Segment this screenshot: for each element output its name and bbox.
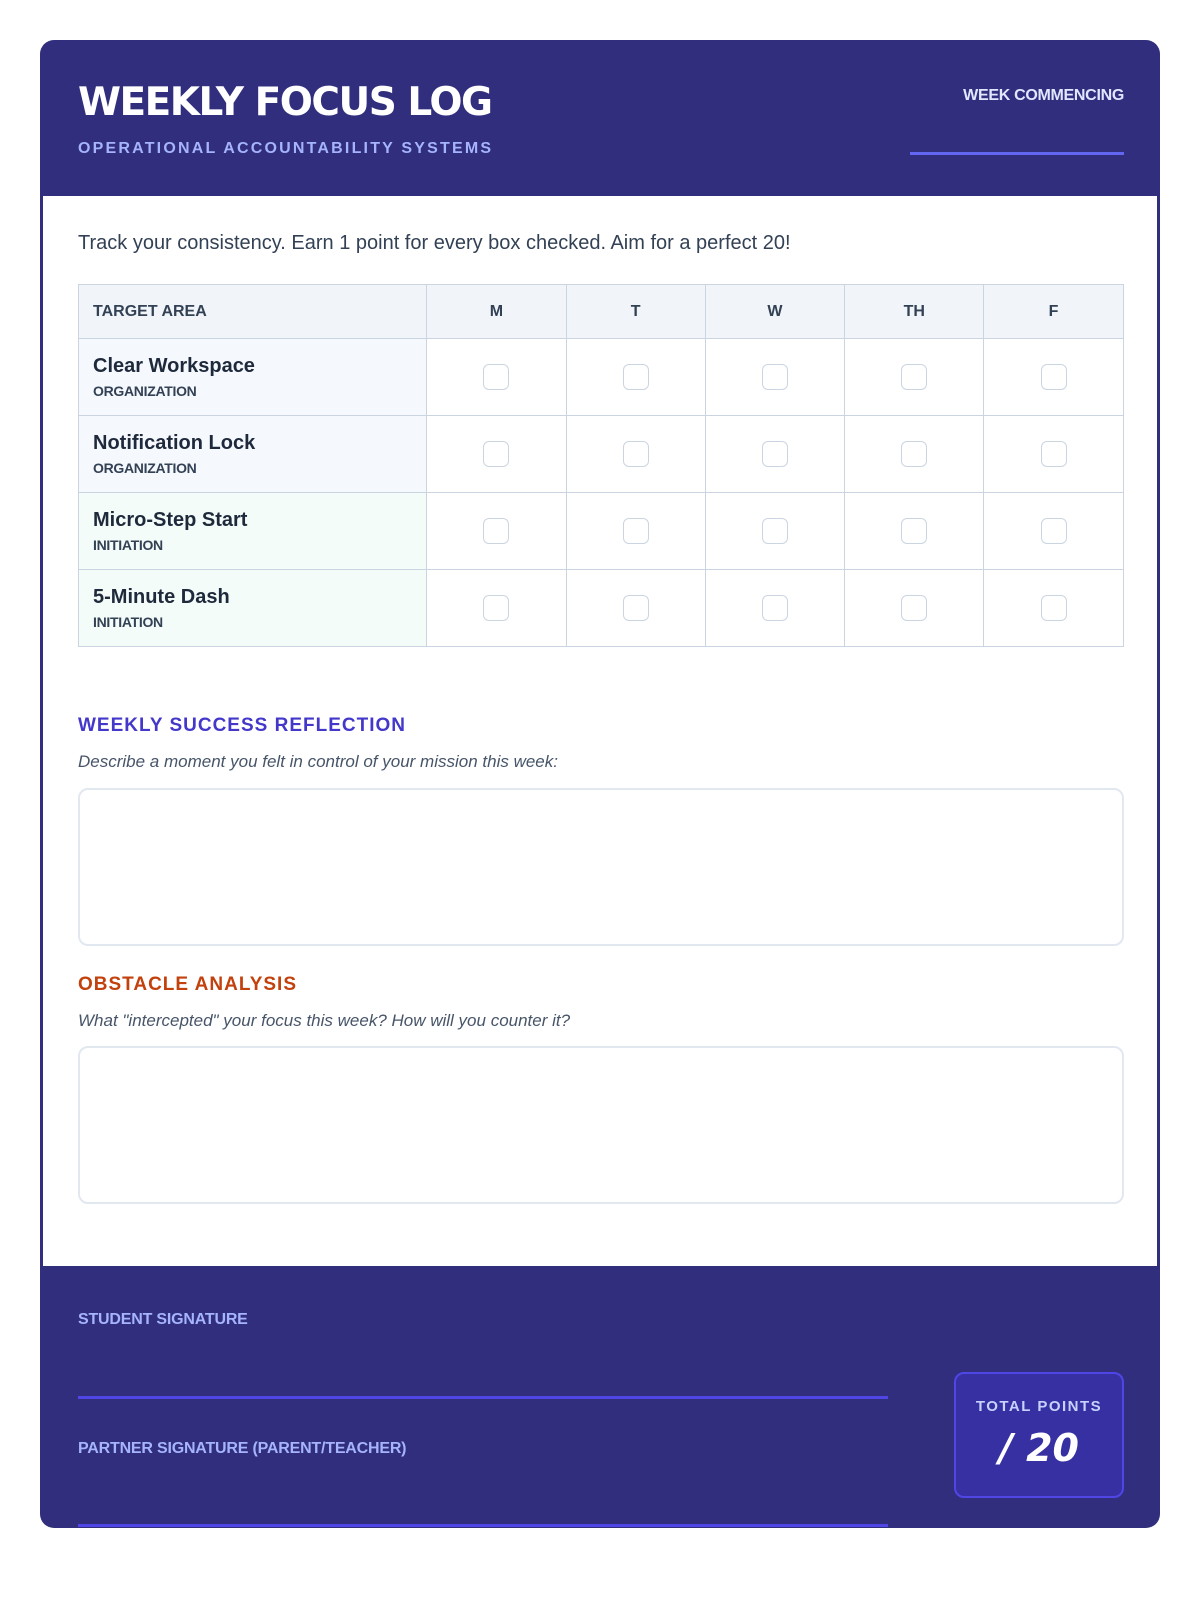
checkbox-monday[interactable] — [483, 518, 509, 544]
day-cell — [845, 570, 984, 647]
day-cell — [984, 416, 1124, 493]
column-header: M — [426, 285, 566, 339]
target-area-name: 5-Minute Dash — [93, 586, 230, 608]
checkbox-wednesday[interactable] — [762, 364, 788, 390]
day-cell — [566, 416, 705, 493]
column-header: TARGET AREA — [79, 285, 427, 339]
target-area-cell — [79, 570, 427, 647]
week-commencing-label: WEEK COMMENCING — [963, 87, 1124, 104]
day-cell — [566, 570, 705, 647]
target-area-category: ORGANIZATION — [93, 383, 197, 399]
student-signature-field[interactable] — [78, 1396, 888, 1399]
checkbox-friday[interactable] — [1041, 441, 1067, 467]
checkbox-thursday[interactable] — [901, 595, 927, 621]
target-area-name: Notification Lock — [93, 432, 256, 454]
checkbox-thursday[interactable] — [901, 518, 927, 544]
checkbox-thursday[interactable] — [901, 441, 927, 467]
checkbox-tuesday[interactable] — [623, 441, 649, 467]
day-cell — [426, 339, 566, 416]
total-points-value: / 20 — [999, 1426, 1079, 1470]
target-area-category: INITIATION — [93, 614, 163, 630]
day-cell — [845, 416, 984, 493]
target-area-cell — [79, 416, 427, 493]
table-row — [79, 416, 1124, 493]
habit-tracker-table — [78, 284, 1124, 647]
checkbox-tuesday[interactable] — [623, 518, 649, 544]
day-cell — [705, 339, 845, 416]
day-cell — [566, 339, 705, 416]
checkbox-friday[interactable] — [1041, 364, 1067, 390]
column-header: T — [566, 285, 705, 339]
day-cell — [705, 416, 845, 493]
checkbox-wednesday[interactable] — [762, 441, 788, 467]
target-area-name: Clear Workspace — [93, 355, 255, 377]
page-title: WEEKLY FOCUS LOG — [78, 80, 492, 125]
reflection-input[interactable] — [78, 788, 1124, 946]
obstacle-input[interactable] — [78, 1046, 1124, 1204]
header — [40, 40, 1160, 196]
table-row — [79, 339, 1124, 416]
day-cell — [984, 493, 1124, 570]
day-cell — [426, 493, 566, 570]
reflection-prompt: Describe a moment you felt in control of your mission this week: — [78, 752, 558, 771]
day-cell — [984, 570, 1124, 647]
checkbox-friday[interactable] — [1041, 595, 1067, 621]
checkbox-tuesday[interactable] — [623, 364, 649, 390]
partner-signature-field[interactable] — [78, 1524, 888, 1527]
day-cell — [426, 570, 566, 647]
week-commencing-field[interactable] — [910, 152, 1124, 155]
target-area-cell — [79, 339, 427, 416]
instructions: Track your consistency. Earn 1 point for every box checked. Aim for a perfect 20! — [78, 232, 791, 254]
focus-log-card — [40, 40, 1160, 1528]
day-cell — [845, 493, 984, 570]
column-header: F — [984, 285, 1124, 339]
checkbox-tuesday[interactable] — [623, 595, 649, 621]
table-row — [79, 570, 1124, 647]
total-points-box — [954, 1372, 1124, 1498]
checkbox-wednesday[interactable] — [762, 595, 788, 621]
target-area-category: ORGANIZATION — [93, 460, 197, 476]
day-cell — [566, 493, 705, 570]
page-subtitle: OPERATIONAL ACCOUNTABILITY SYSTEMS — [78, 140, 494, 157]
obstacle-heading: OBSTACLE ANALYSIS — [78, 974, 297, 995]
target-area-cell — [79, 493, 427, 570]
target-area-category: INITIATION — [93, 537, 163, 553]
target-area-name: Micro-Step Start — [93, 509, 248, 531]
table-row — [79, 493, 1124, 570]
table-header-row — [79, 285, 1124, 339]
day-cell — [984, 339, 1124, 416]
checkbox-friday[interactable] — [1041, 518, 1067, 544]
log-body — [43, 196, 1157, 1266]
student-signature-label: STUDENT SIGNATURE — [78, 1311, 248, 1328]
signature-footer — [40, 1266, 1160, 1528]
obstacle-prompt: What "intercepted" your focus this week? How will you counter it? — [78, 1011, 571, 1030]
checkbox-monday[interactable] — [483, 441, 509, 467]
column-header: W — [705, 285, 845, 339]
checkbox-wednesday[interactable] — [762, 518, 788, 544]
total-points-label: TOTAL POINTS — [975, 1398, 1103, 1415]
day-cell — [705, 493, 845, 570]
day-cell — [845, 339, 984, 416]
reflection-heading: WEEKLY SUCCESS REFLECTION — [78, 715, 406, 736]
column-header: TH — [845, 285, 984, 339]
day-cell — [426, 416, 566, 493]
checkbox-monday[interactable] — [483, 364, 509, 390]
checkbox-monday[interactable] — [483, 595, 509, 621]
checkbox-thursday[interactable] — [901, 364, 927, 390]
partner-signature-label: PARTNER SIGNATURE (PARENT/TEACHER) — [78, 1440, 407, 1457]
day-cell — [705, 570, 845, 647]
